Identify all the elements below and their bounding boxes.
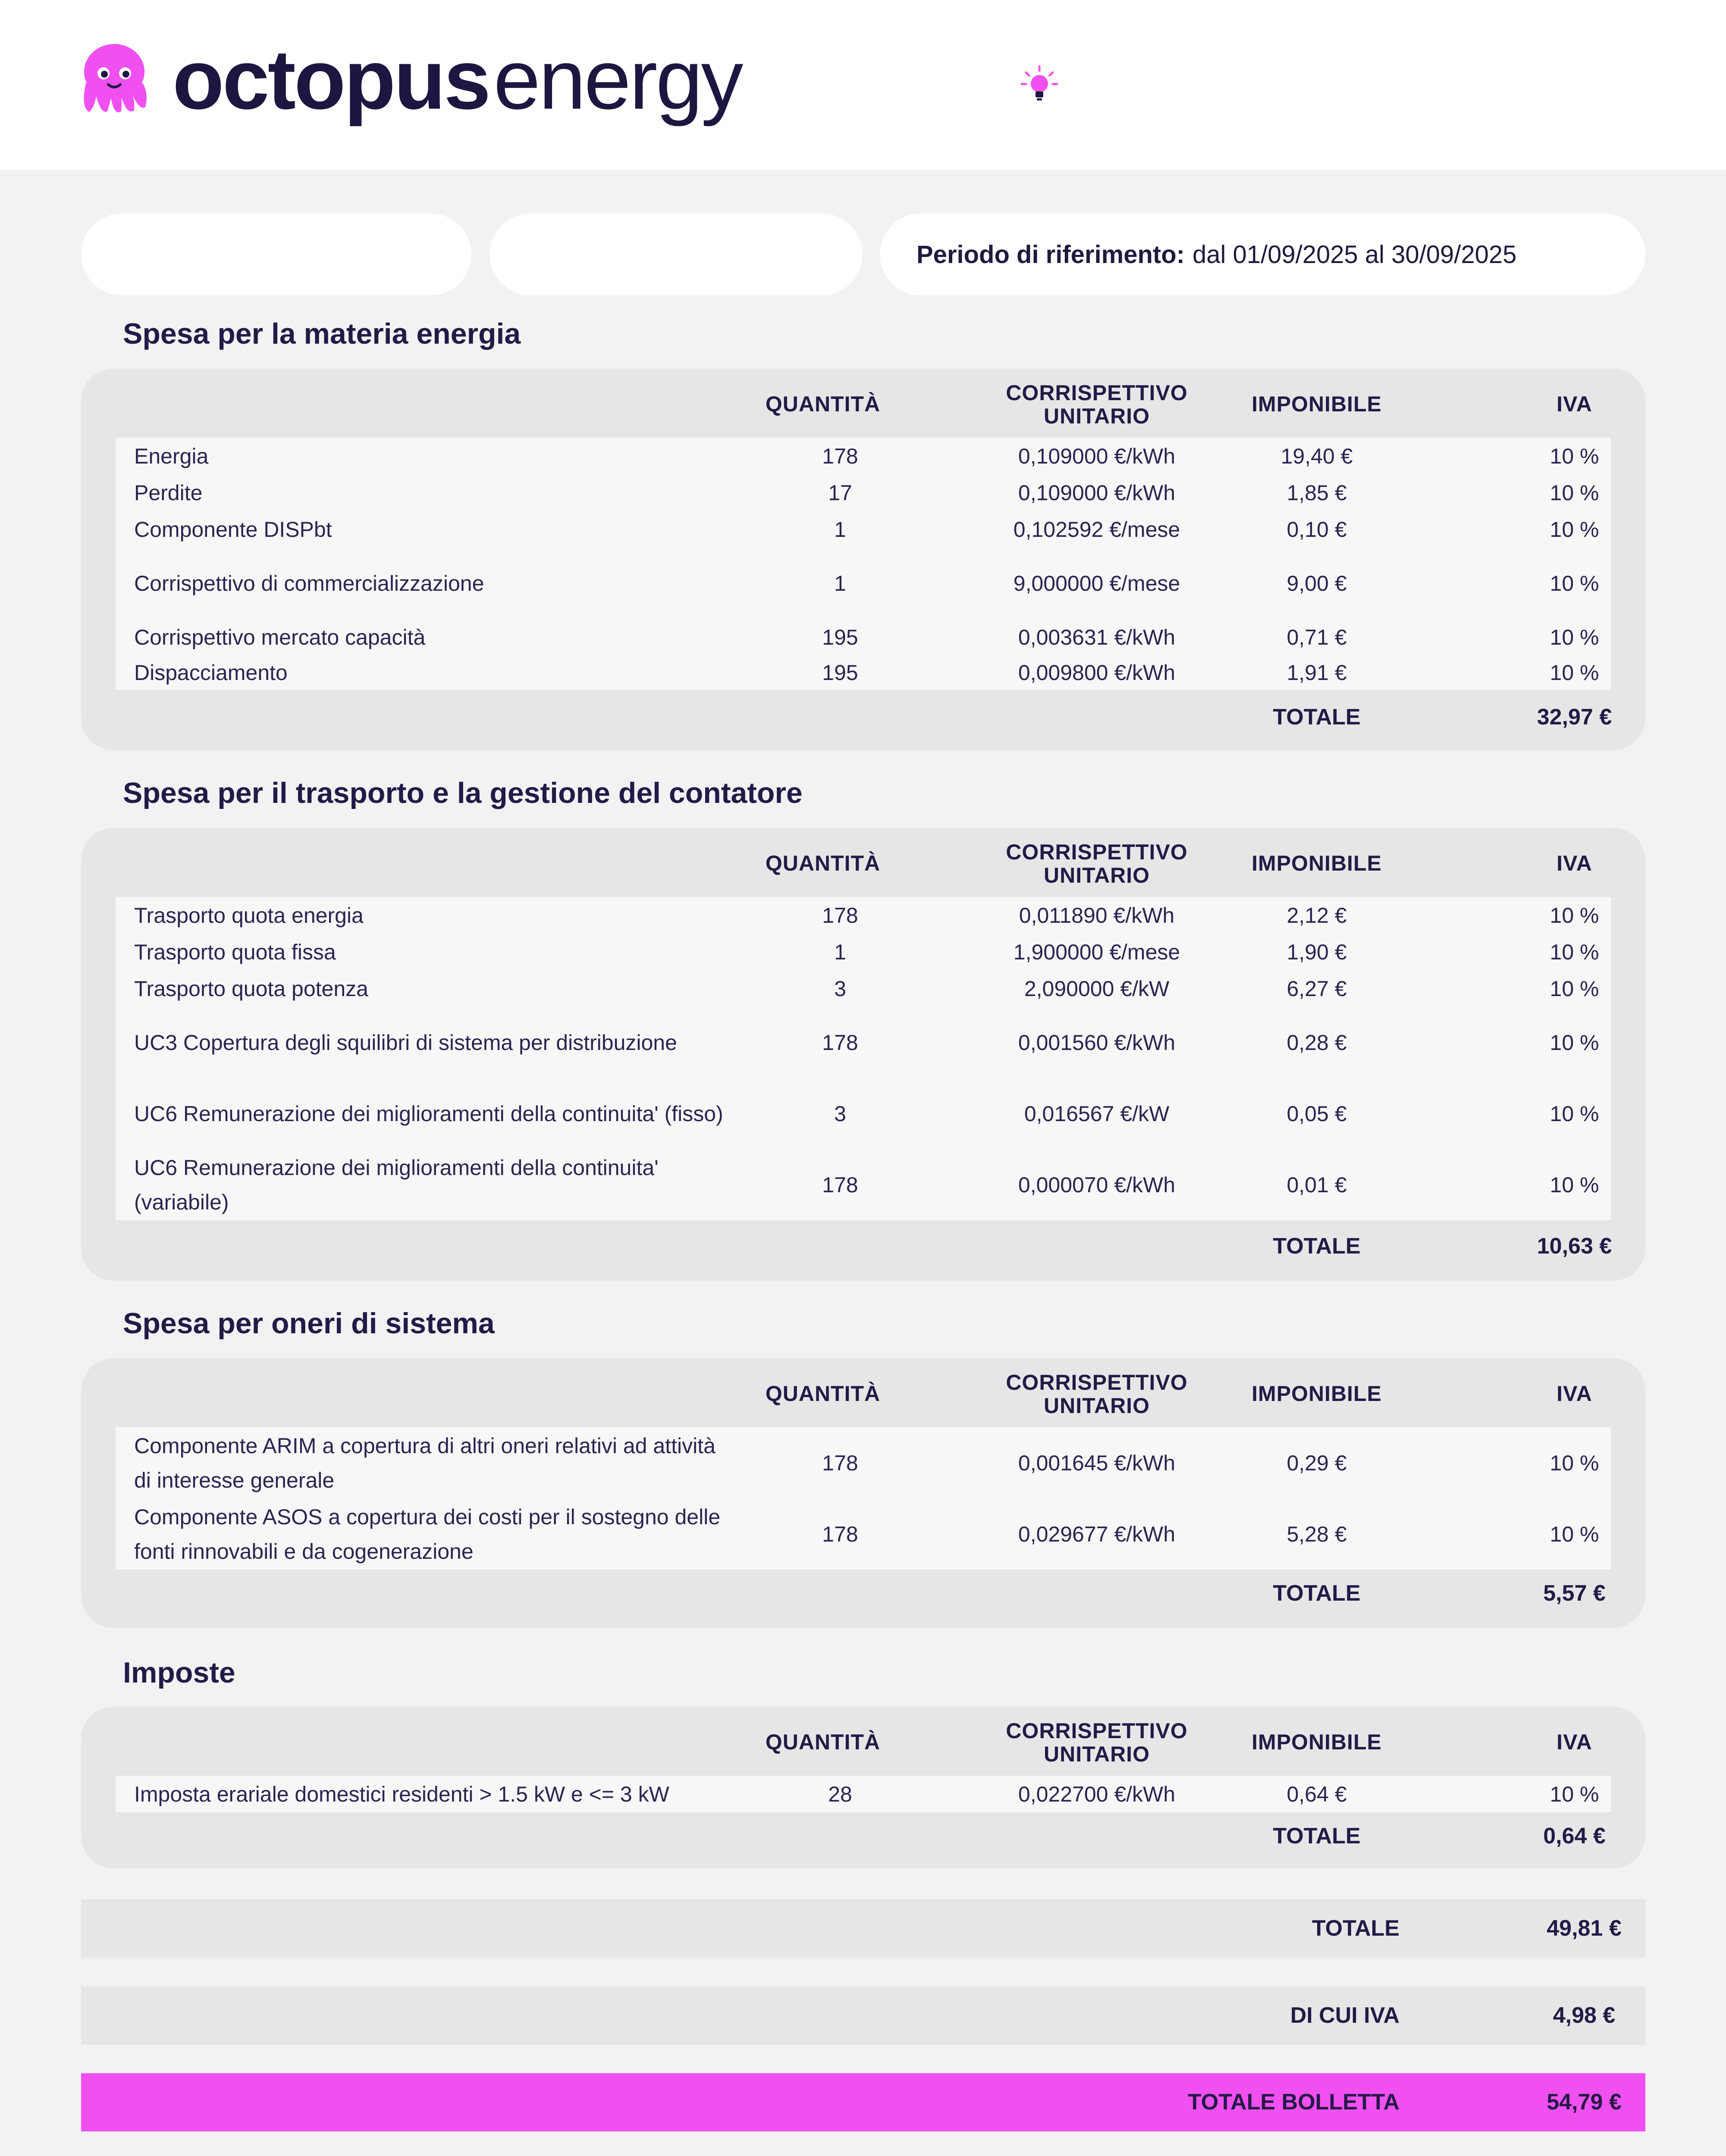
section-total-value: 0,64 € [1543, 1824, 1606, 1849]
table-row [116, 897, 1611, 934]
cell-desc: Componente DISPbt [134, 517, 332, 542]
cell-corr: 0,029677 €/kWh [1018, 1522, 1176, 1546]
section-panel-trasporto [81, 828, 1645, 1281]
table-row [116, 1776, 1611, 1812]
cell-qty: 178 [822, 1451, 858, 1475]
cell-corr: 1,900000 €/mese [1013, 940, 1180, 964]
cell-corr: 0,001560 €/kWh [1018, 1030, 1176, 1055]
section-total-value: 5,57 € [1543, 1581, 1606, 1606]
cell-imp: 1,91 € [1287, 661, 1347, 685]
col-head-corr-line1: CORRISPETTIVO [1006, 1370, 1188, 1395]
cell-iva: 10 % [1550, 1782, 1599, 1806]
section-title-trasporto: Spesa per il trasporto e la gestione del contatore [123, 777, 803, 809]
cell-qty: 1 [834, 940, 846, 964]
col-head-iva: IVA [1557, 1730, 1592, 1754]
cell-corr: 0,022700 €/kWh [1018, 1782, 1176, 1806]
cell-desc: Componente ASOS a copertura dei costi per il sostegno delle fonti rinnovabili e da cogenerazione [134, 1504, 721, 1564]
period-label: Periodo di riferimento: [916, 240, 1185, 269]
cell-corr: 2,090000 €/kW [1024, 976, 1170, 1001]
section-total-label: TOTALE [1273, 705, 1361, 730]
cell-corr: 9,000000 €/mese [1013, 571, 1180, 595]
summary-total-value: 49,81 € [1547, 1916, 1622, 1941]
col-head-corr-line1: CORRISPETTIVO [1006, 381, 1188, 405]
cell-iva: 10 % [1550, 1522, 1599, 1546]
cell-iva: 10 % [1550, 571, 1599, 595]
cell-iva: 10 % [1550, 480, 1599, 505]
table-row [116, 511, 1611, 548]
cell-corr: 0,011890 €/kWh [1019, 903, 1175, 928]
cell-desc: UC6 Remunerazione dei miglioramenti della continuita' (variabile) [134, 1155, 659, 1214]
section-total-label: TOTALE [1273, 1234, 1361, 1259]
section-title-oneri: Spesa per oneri di sistema [123, 1307, 495, 1340]
cell-desc: UC3 Copertura degli squilibri di sistema per distribuzione [134, 1030, 677, 1055]
cell-iva: 10 % [1550, 1030, 1599, 1055]
logo-wordmark [173, 32, 742, 127]
summary-bill-value: 54,79 € [1547, 2090, 1622, 2115]
section-total-label: TOTALE [1273, 1824, 1361, 1849]
table-row [116, 548, 1611, 619]
cell-desc: Dispacciamento [134, 661, 288, 685]
cell-imp: 0,64 € [1287, 1782, 1347, 1806]
col-head-corr-line1: CORRISPETTIVO [1006, 840, 1188, 864]
table-rows [116, 438, 1611, 690]
logo-light-text: energy [493, 32, 742, 127]
cell-qty: 3 [834, 976, 846, 1001]
octopus-energy-logo [80, 32, 742, 127]
col-head-iva: IVA [1557, 1382, 1592, 1406]
info-pill-empty-2 [490, 213, 863, 295]
col-head-quantita: QUANTITÀ [765, 1382, 881, 1406]
col-head-quantita: QUANTITÀ [765, 1730, 881, 1754]
cell-desc: UC6 Remunerazione dei miglioramenti della continuita' (fisso) [134, 1101, 723, 1126]
table-row [116, 438, 1611, 474]
cell-corr: 0,000070 €/kWh [1018, 1172, 1176, 1197]
cell-corr: 0,001645 €/kWh [1018, 1451, 1176, 1475]
cell-imp: 19,40 € [1280, 444, 1353, 468]
cell-corr: 0,003631 €/kWh [1018, 625, 1176, 649]
cell-qty: 195 [822, 661, 858, 685]
col-head-corr-line2: UNITARIO [1044, 1394, 1150, 1418]
col-head-corr-line2: UNITARIO [1044, 404, 1150, 428]
cell-imp: 5,28 € [1287, 1522, 1347, 1546]
section-total-value: 32,97 € [1537, 705, 1612, 730]
cell-iva: 10 % [1550, 940, 1599, 964]
cell-desc: Corrispettivo mercato capacità [134, 625, 426, 649]
section-title-energia: Spesa per la materia energia [123, 317, 521, 350]
summary-total-bar [81, 1899, 1645, 1958]
cell-imp: 1,85 € [1287, 480, 1347, 505]
section-total-label: TOTALE [1273, 1581, 1361, 1606]
cell-imp: 0,10 € [1287, 517, 1347, 542]
cell-iva: 10 % [1550, 1451, 1599, 1475]
section-panel-oneri [81, 1358, 1645, 1628]
cell-corr: 0,102592 €/mese [1013, 517, 1180, 542]
cell-iva: 10 % [1550, 1101, 1599, 1126]
cell-desc: Perdite [134, 480, 203, 505]
table-row [116, 970, 1611, 1007]
cell-desc: Imposta erariale domestici residenti > 1.5 kW e <= 3 kW [134, 1782, 669, 1806]
col-head-corr-line1: CORRISPETTIVO [1006, 1719, 1188, 1743]
cell-iva: 10 % [1550, 976, 1599, 1001]
table-row [116, 619, 1611, 655]
table-rows [116, 1776, 1611, 1812]
cell-qty: 1 [834, 517, 846, 542]
octopus-mascot-icon [80, 42, 149, 118]
cell-qty: 178 [822, 444, 858, 468]
table-row [116, 1149, 1611, 1220]
lightbulb-icon [1020, 65, 1059, 103]
cell-qty: 195 [822, 625, 858, 649]
cell-corr: 0,109000 €/kWh [1018, 444, 1176, 468]
cell-imp: 2,12 € [1287, 903, 1347, 928]
section-panel-imposte [81, 1707, 1645, 1868]
cell-corr: 0,009800 €/kWh [1018, 661, 1176, 685]
cell-desc: Corrispettivo di commercializzazione [134, 571, 484, 595]
cell-qty: 178 [822, 1522, 858, 1546]
cell-imp: 6,27 € [1287, 976, 1347, 1001]
summary-iva-bar [81, 1987, 1645, 2045]
table-rows [116, 897, 1611, 1220]
cell-desc: Energia [134, 444, 209, 468]
cell-iva: 10 % [1550, 444, 1599, 468]
col-head-iva: IVA [1557, 851, 1592, 875]
table-rows [116, 1427, 1611, 1570]
cell-qty: 178 [822, 903, 858, 928]
section-panel-energia [81, 369, 1645, 750]
cell-desc: Trasporto quota energia [134, 903, 364, 928]
table-row [116, 1007, 1611, 1078]
col-head-corr-line2: UNITARIO [1044, 1742, 1150, 1766]
cell-qty: 28 [828, 1782, 852, 1806]
cell-corr: 0,109000 €/kWh [1018, 480, 1176, 505]
col-head-iva: IVA [1557, 392, 1592, 416]
cell-iva: 10 % [1550, 903, 1599, 928]
cell-desc: Componente ARIM a copertura di altri oneri relativi ad attività di interesse generale [134, 1433, 716, 1492]
col-head-corr-line2: UNITARIO [1044, 863, 1150, 887]
cell-imp: 9,00 € [1287, 571, 1347, 595]
col-head-quantita: QUANTITÀ [765, 851, 881, 875]
cell-iva: 10 % [1550, 661, 1599, 685]
cell-imp: 0,05 € [1287, 1101, 1347, 1126]
table-row [116, 1078, 1611, 1149]
col-head-imponibile: IMPONIBILE [1252, 392, 1382, 416]
col-head-imponibile: IMPONIBILE [1252, 1730, 1382, 1754]
period-value: dal 01/09/2025 al 30/09/2025 [1192, 240, 1517, 269]
cell-imp: 0,29 € [1287, 1451, 1347, 1475]
summary-bill-total-bar [81, 2073, 1645, 2131]
cell-qty: 1 [834, 571, 846, 595]
cell-iva: 10 % [1550, 1172, 1599, 1197]
col-head-imponibile: IMPONIBILE [1252, 851, 1382, 875]
table-row [116, 655, 1611, 690]
cell-imp: 0,01 € [1287, 1172, 1347, 1197]
cell-qty: 178 [822, 1030, 858, 1055]
summary-iva-value: 4,98 € [1553, 2003, 1616, 2028]
cell-imp: 0,71 € [1287, 625, 1347, 649]
table-row [116, 1498, 1611, 1570]
cell-iva: 10 % [1550, 517, 1599, 542]
cell-imp: 0,28 € [1287, 1030, 1347, 1055]
cell-desc: Trasporto quota fissa [134, 940, 336, 964]
cell-corr: 0,016567 €/kW [1024, 1101, 1170, 1126]
page-header [0, 0, 1726, 170]
period-pill [880, 213, 1645, 295]
cell-qty: 178 [822, 1172, 858, 1197]
section-total-value: 10,63 € [1537, 1234, 1612, 1259]
summary-total-label: TOTALE [1312, 1916, 1400, 1941]
col-head-imponibile: IMPONIBILE [1252, 1382, 1382, 1406]
summary-iva-label: DI CUI IVA [1290, 2003, 1400, 2028]
logo-bold-text: octopus [173, 32, 490, 127]
table-row [116, 474, 1611, 511]
table-row [116, 934, 1611, 970]
cell-qty: 17 [828, 480, 852, 505]
cell-desc: Trasporto quota potenza [134, 976, 368, 1001]
summary-bill-label: TOTALE BOLLETTA [1187, 2090, 1400, 2115]
cell-qty: 3 [834, 1101, 846, 1126]
info-pill-empty-1 [81, 213, 471, 295]
cell-imp: 1,90 € [1287, 940, 1347, 964]
table-row [116, 1427, 1611, 1498]
section-title-imposte: Imposte [123, 1656, 235, 1689]
cell-iva: 10 % [1550, 625, 1599, 649]
col-head-quantita: QUANTITÀ [765, 392, 881, 416]
